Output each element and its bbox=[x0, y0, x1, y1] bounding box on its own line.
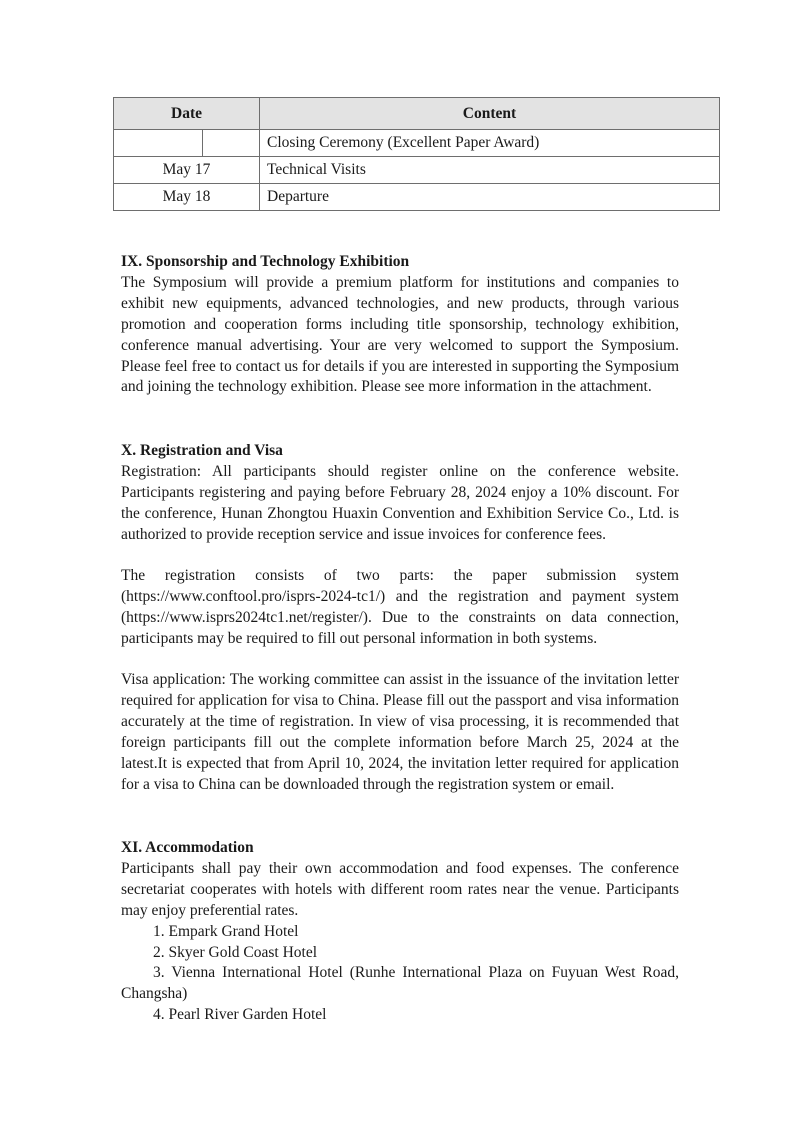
registration-systems-paragraph-block bbox=[121, 566, 679, 650]
table-header-row bbox=[114, 98, 720, 130]
section-registration bbox=[121, 441, 679, 546]
date-cell: May 18 bbox=[114, 184, 260, 211]
section-heading: IX. Sponsorship and Technology Exhibition bbox=[121, 253, 410, 270]
table-row bbox=[114, 184, 720, 211]
section-heading: XI. Accommodation bbox=[121, 839, 254, 856]
visa-paragraph: Visa application: The working committee can assist in the issuance of the invitation letter required for application for visa to China. Please fill out the passport and visa information accurately at the time of registration. In view of visa processing, it is recommended that foreign participants fill out the complete information before March 25, 2024 at the latest.It is expected that from April 10, 2024, the invitation letter required for application for a visa to China can be downloaded through the registration system or email. bbox=[121, 671, 679, 793]
content-cell: Departure bbox=[260, 184, 720, 211]
hotel-list-item: 4. Pearl River Garden Hotel bbox=[153, 1006, 327, 1024]
section-body: Participants shall pay their own accommodation and food expenses. The conference secretariat cooperates with hotels with different room rates near the venue. Participants may enjoy preferential rates. bbox=[121, 859, 679, 919]
date-subcell bbox=[203, 130, 260, 157]
header-content: Content bbox=[260, 98, 720, 130]
visa-paragraph-block bbox=[121, 670, 679, 795]
hotel-list-item: 3. Vienna International Hotel (Runhe International Plaza on Fuyuan West Road, Changsha) bbox=[121, 964, 679, 1003]
section-accommodation bbox=[121, 838, 679, 1026]
section-sponsorship bbox=[121, 252, 679, 398]
content-cell: Closing Ceremony (Excellent Paper Award) bbox=[260, 130, 720, 157]
content-cell: Technical Visits bbox=[260, 157, 720, 184]
header-date: Date bbox=[114, 98, 260, 130]
date-cell bbox=[114, 130, 203, 157]
registration-paragraph: Registration: All participants should register online on the conference website. Participants registering and paying before February 28, 2024 enjoy a 10% discount. For the conference, Hunan Zhongtou Huaxin Convention and Exhibition Service Co., Ltd. is authorized to provide reception service and issue invoices for conference fees. bbox=[121, 462, 679, 543]
hotel-list-item: 2. Skyer Gold Coast Hotel bbox=[153, 943, 318, 961]
table-row bbox=[114, 130, 720, 157]
schedule-table bbox=[113, 97, 720, 211]
hotel-list-item: 1. Empark Grand Hotel bbox=[153, 922, 299, 940]
date-cell: May 17 bbox=[114, 157, 260, 184]
registration-systems-paragraph: The registration consists of two parts: the paper submission system (https://www.conftool.pro/isprs-2024-tc1/) and the registration and payment system (https://www.isprs2024tc1.net/register/). Due to the constraints on data connection, participants may be required to fill out personal information in both systems. bbox=[121, 567, 679, 647]
section-heading: X. Registration and Visa bbox=[121, 442, 283, 459]
table-row bbox=[114, 157, 720, 184]
section-body: The Symposium will provide a premium platform for institutions and companies to exhibit new equipments, advanced technologies, and new products, through various promotion and cooperation forms including title sponsorship, technology exhibition, conference manual advertising. Your are very welcomed to support the Symposium. Please feel free to contact us for details if you are interested in supporting the Symposium and joining the technology exhibition. Please see more information in the attachment. bbox=[121, 273, 679, 396]
